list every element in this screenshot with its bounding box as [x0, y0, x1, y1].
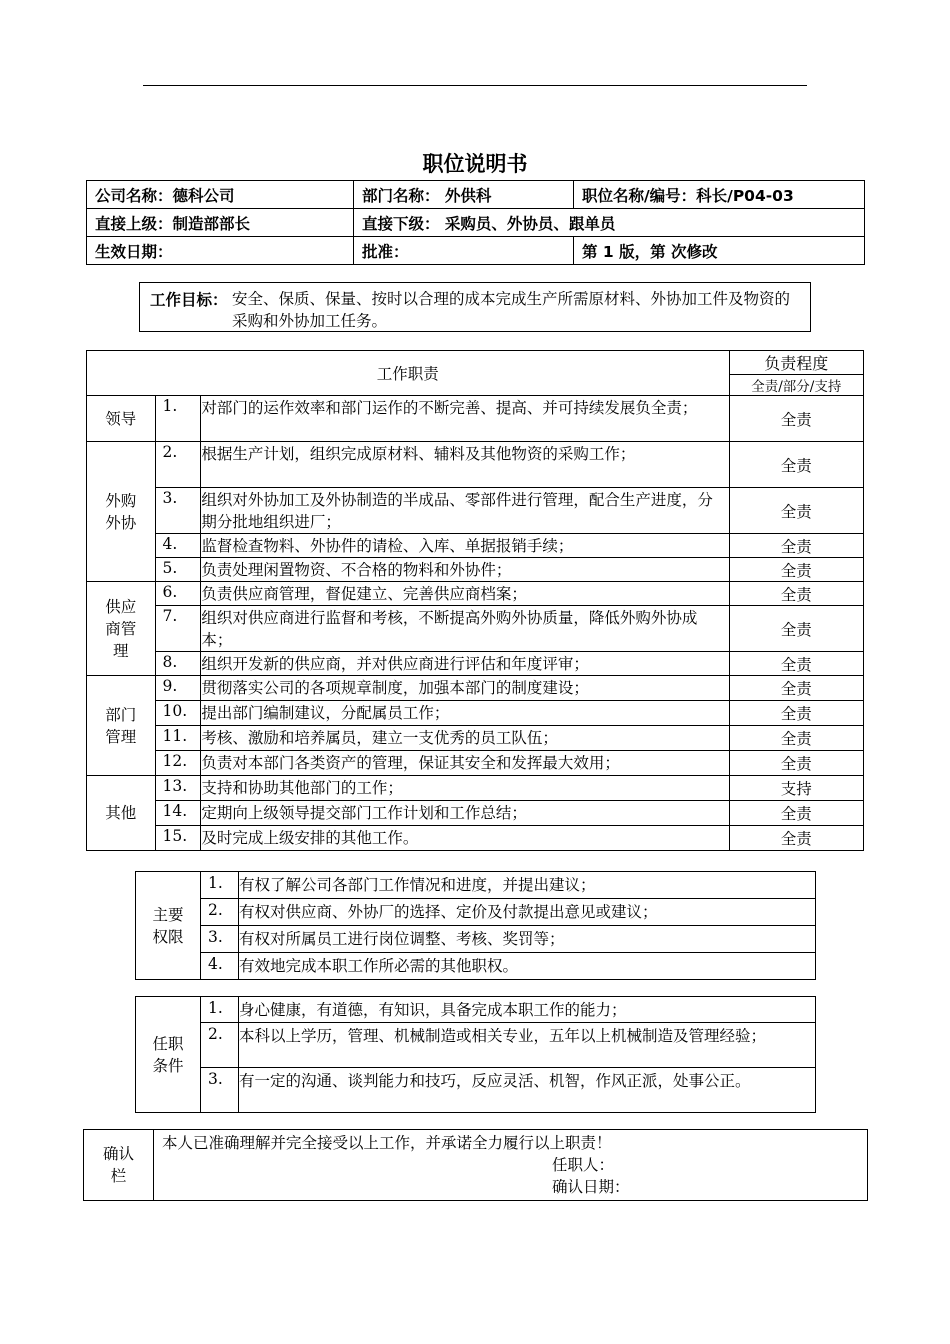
duty-text: 组织对供应商进行监督和考核，不断提高外购外协质量，降低外购外协成本； [201, 606, 729, 652]
category-other: 其他 [87, 776, 156, 851]
authority-text: 有权对供应商、外协厂的选择、定价及付款提出意见或建议； [239, 899, 816, 926]
duties-table [86, 350, 864, 851]
confirm-content [154, 1130, 868, 1201]
category-outsourcing [87, 442, 156, 582]
confirm-table [83, 1129, 868, 1201]
authority-num: 1. [201, 872, 239, 899]
duty-resp: 全责 [729, 826, 863, 851]
duty-resp: 全责 [729, 676, 863, 701]
duty-resp: 全责 [729, 396, 863, 442]
duty-num: 7. [155, 606, 201, 652]
duty-text: 贯彻落实公司的各项规章制度，加强本部门的制度建设； [201, 676, 729, 701]
duty-text: 支持和协助其他部门的工作； [201, 776, 729, 801]
category-leadership: 领导 [87, 396, 156, 442]
duty-resp: 支持 [729, 776, 863, 801]
duty-resp: 全责 [729, 652, 863, 676]
duty-resp: 全责 [729, 488, 863, 534]
duty-text: 考核、激励和培养属员，建立一支优秀的员工队伍； [201, 726, 729, 751]
category-outsourcing-label: 外购外协 [105, 491, 137, 532]
duty-num: 2. [155, 442, 201, 488]
degree-column-header: 负责程度 [729, 351, 863, 375]
duty-resp: 全责 [729, 534, 863, 558]
duty-text: 监督检查物料、外协件的请检、入库、单据报销手续； [201, 534, 729, 558]
duty-text: 负责对本部门各类资产的管理，保证其安全和发挥最大效用； [201, 751, 729, 776]
department-name: 部门名称： 外供科 [354, 181, 574, 209]
duty-num: 14. [155, 801, 201, 826]
duty-resp: 全责 [729, 801, 863, 826]
duty-text: 对部门的运作效率和部门运作的不断完善、提高、并可持续发展负全责； [201, 396, 729, 442]
duty-text: 提出部门编制建议，分配属员工作； [201, 701, 729, 726]
page-title: 职位说明书 [422, 152, 528, 176]
duty-num: 11. [155, 726, 201, 751]
requirement-num: 3. [201, 1068, 239, 1113]
requirements-label [136, 997, 201, 1113]
duty-text: 负责供应商管理，督促建立、完善供应商档案； [201, 582, 729, 606]
duty-resp: 全责 [729, 701, 863, 726]
duty-resp: 全责 [729, 582, 863, 606]
confirm-statement: 本人已准确理解并完全接受以上工作，并承诺全力履行以上职责！ [162, 1134, 612, 1152]
category-department-label: 部门管理 [105, 705, 137, 746]
requirement-num: 1. [201, 997, 239, 1023]
duty-num: 3. [155, 488, 201, 534]
authority-num: 3. [201, 926, 239, 953]
category-supplier-label: 供应商管理 [105, 597, 137, 660]
work-goal-box [139, 282, 811, 332]
requirements-table [135, 996, 816, 1113]
duty-text: 根据生产计划，组织完成原材料、辅料及其他物资的采购工作； [201, 442, 729, 488]
duty-text: 组织开发新的供应商，并对供应商进行评估和年度评审； [201, 652, 729, 676]
authority-text: 有权对所属员工进行岗位调整、考核、奖罚等； [239, 926, 816, 953]
authority-num: 2. [201, 899, 239, 926]
duty-num: 1. [155, 396, 201, 442]
duty-resp: 全责 [729, 442, 863, 488]
requirement-text: 有一定的沟通、谈判能力和技巧，反应灵活、机智，作风正派，处事公正。 [239, 1068, 816, 1113]
category-department [87, 676, 156, 776]
duty-text: 及时完成上级安排的其他工作。 [201, 826, 729, 851]
confirm-date: 确认日期： [552, 1178, 630, 1196]
requirement-num: 2. [201, 1023, 239, 1068]
duty-text: 负责处理闲置物资、不合格的物料和外协件； [201, 558, 729, 582]
direct-superior: 直接上级：制造部部长 [87, 209, 354, 237]
position-name: 职位名称/编号：科长/P04-03 [574, 181, 865, 209]
top-rule [143, 85, 807, 86]
duty-num: 6. [155, 582, 201, 606]
duty-resp: 全责 [729, 558, 863, 582]
authority-num: 4. [201, 953, 239, 980]
direct-subordinates: 直接下级： 采购员、外协员、跟单员 [354, 209, 865, 237]
work-goal-label: 工作目标： [150, 291, 228, 309]
category-supplier [87, 582, 156, 676]
requirement-text: 身心健康，有道德，有知识，具备完成本职工作的能力； [239, 997, 816, 1023]
authority-label-text: 主要权限 [152, 905, 184, 946]
authority-label [136, 872, 201, 980]
duty-num: 5. [155, 558, 201, 582]
authority-text: 有权了解公司各部门工作情况和进度，并提出建议； [239, 872, 816, 899]
duty-resp: 全责 [729, 726, 863, 751]
duty-resp: 全责 [729, 606, 863, 652]
duty-text: 定期向上级领导提交部门工作计划和工作总结； [201, 801, 729, 826]
duty-num: 8. [155, 652, 201, 676]
duty-num: 4. [155, 534, 201, 558]
confirm-label-text: 确认栏 [102, 1145, 134, 1185]
duty-num: 12. [155, 751, 201, 776]
duty-text: 组织对外协加工及外协制造的半成品、零部件进行管理，配合生产进度，分期分批地组织进厂； [201, 488, 729, 534]
approval: 批准： [354, 237, 574, 265]
header-table [86, 180, 865, 265]
requirements-label-text: 任职条件 [152, 1034, 184, 1075]
duty-num: 10. [155, 701, 201, 726]
effective-date: 生效日期： [87, 237, 354, 265]
version: 第 1 版，第 次修改 [574, 237, 865, 265]
authority-text: 有效地完成本职工作所必需的其他职权。 [239, 953, 816, 980]
requirement-text: 本科以上学历，管理、机械制造或相关专业，五年以上机械制造及管理经验； [239, 1023, 816, 1068]
duty-num: 13. [155, 776, 201, 801]
authority-table [135, 871, 816, 980]
company-name: 公司名称：德科公司 [87, 181, 354, 209]
duty-resp: 全责 [729, 751, 863, 776]
duty-num: 9. [155, 676, 201, 701]
holder-signature: 任职人： [552, 1156, 615, 1174]
duty-column-header: 工作职责 [87, 351, 730, 396]
confirm-label [84, 1130, 154, 1201]
degree-subheader: 全责/部分/支持 [729, 375, 863, 396]
duty-num: 15. [155, 826, 201, 851]
work-goal-text: 安全、保质、保量、按时以合理的成本完成生产所需原材料、外协加工件及物资的采购和外协加工任务。 [232, 290, 791, 330]
